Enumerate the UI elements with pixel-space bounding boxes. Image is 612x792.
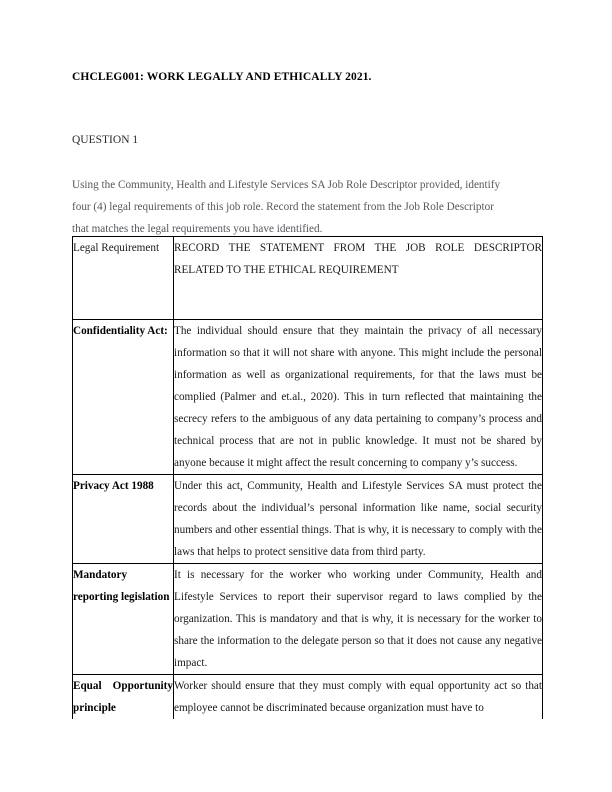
header-label-legal-requirement: Legal Requirement bbox=[73, 242, 160, 254]
statement-cell-privacy-act bbox=[174, 475, 543, 564]
requirement-cell-privacy-act bbox=[73, 475, 174, 564]
table-row bbox=[73, 675, 543, 720]
intro-line-3: that matches the legal requirements you have identified. bbox=[72, 223, 323, 235]
statement-text: Under this act, Community, Health and Lifestyle Services SA must protect the records about the individual’s personal information like name, social security numbers and other essential things. That is why, it is necessary to comply with the laws that helps to protect sensitive data from third party. bbox=[174, 480, 542, 558]
legal-requirements-table bbox=[72, 236, 543, 720]
requirement-cell-confidentiality bbox=[73, 320, 174, 475]
question-label: QUESTION 1 bbox=[72, 134, 139, 146]
document-title: CHCLEG001: WORK LEGALLY AND ETHICALLY 2021. bbox=[72, 71, 372, 83]
intro-line-2: four (4) legal requirements of this job role. Record the statement from the Job Role Descriptor bbox=[72, 201, 494, 213]
table-row bbox=[73, 564, 543, 675]
statement-cell-equal-opportunity bbox=[174, 675, 543, 720]
statement-text: Worker should ensure that they must comply with equal opportunity act so that employee cannot be discriminated because organization must have to bbox=[174, 680, 542, 714]
table-row bbox=[73, 475, 543, 564]
intro-paragraph bbox=[72, 174, 540, 240]
statement-cell-confidentiality bbox=[174, 320, 543, 475]
intro-line-1: Using the Community, Health and Lifestyle Services SA Job Role Descriptor provided, identify bbox=[72, 179, 501, 191]
requirement-cell-mandatory-reporting bbox=[73, 564, 174, 675]
statement-text: It is necessary for the worker who working under Community, Health and Lifestyle Services to report their supervisor regard to laws complied by the organization. This is mandatory and that is why, it is necessary for the worker to share the information to the delegate person so that it does not cause any negative impact. bbox=[174, 569, 542, 669]
requirement-label: Privacy Act 1988 bbox=[73, 480, 154, 492]
statement-cell-mandatory-reporting bbox=[174, 564, 543, 675]
requirement-label: Mandatory reporting legislation bbox=[73, 569, 170, 603]
table-row bbox=[73, 320, 543, 475]
requirement-label: Equal Opportunity principle bbox=[73, 680, 173, 714]
header-label-statement: RECORD THE STATEMENT FROM THE JOB ROLE DESCRIPTOR RELATED TO THE ETHICAL REQUIREMENT bbox=[174, 242, 542, 276]
statement-text: The individual should ensure that they maintain the privacy of all necessary information so that it will not share with anyone. This might include the personal information as well as organizational requirements, for that the laws must be complied (Palmer and et.al., 2020). This in turn reflected that maintaining the secrecy refers to the ambiguous of any data pertaining to company’s process and technical process that are not in public knowledge. It must not be shared by anyone because it might affect the result concerning to company y’s success. bbox=[174, 325, 542, 469]
requirement-cell-equal-opportunity bbox=[73, 675, 174, 720]
header-cell-legal-requirement bbox=[73, 237, 174, 320]
header-cell-statement bbox=[174, 237, 543, 320]
requirement-label: Confidentiality Act: bbox=[73, 325, 168, 337]
page-bottom-margin bbox=[0, 719, 612, 792]
table-header-row bbox=[73, 237, 543, 320]
